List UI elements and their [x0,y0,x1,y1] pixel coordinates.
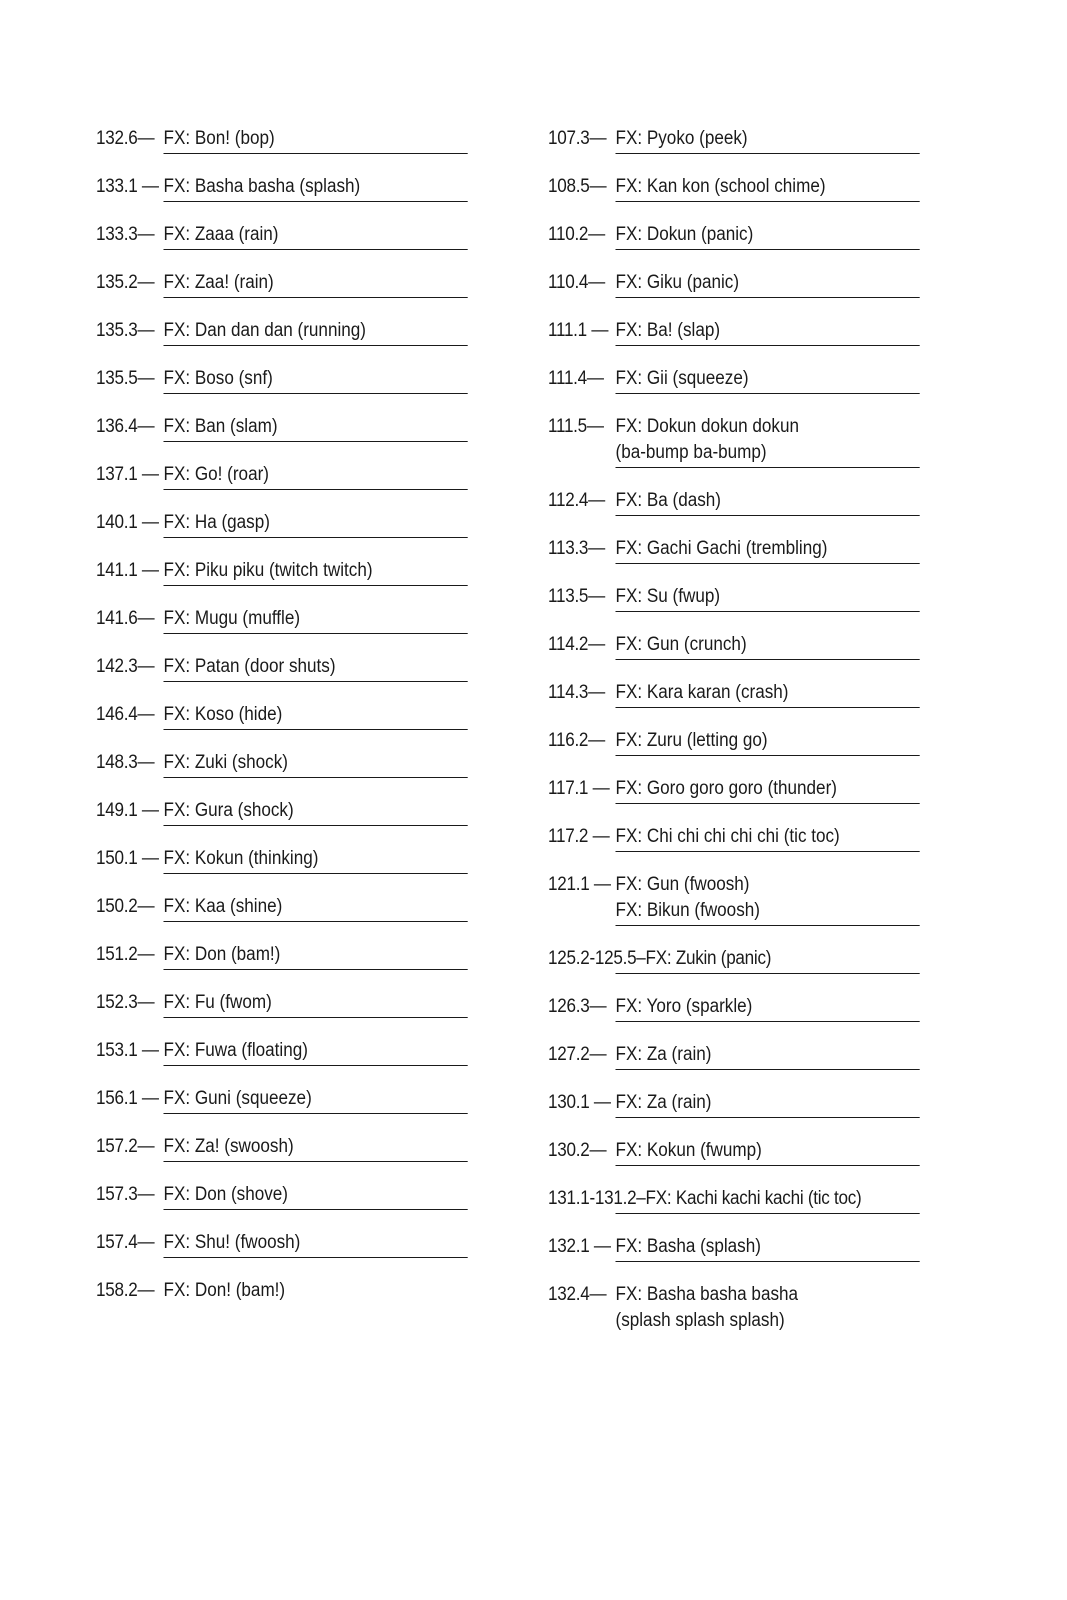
fx-entry-line [548,1138,920,1164]
underline-rule [164,393,468,394]
fx-text: FX: Don (shove) [163,1184,288,1205]
fx-entry-line [96,894,468,920]
fx-text: FX: Ba (dash) [615,490,721,511]
fx-entry-line [548,824,920,850]
fx-text: FX: Ha (gasp) [163,512,270,533]
fx-text: FX: Ba! (slap) [615,320,721,341]
fx-page-ref: 141.6— [96,608,155,629]
fx-entry-line [96,846,468,872]
fx-entry [96,366,468,392]
fx-entry [96,414,468,440]
fx-page-ref: 136.4— [96,416,155,437]
fx-text: FX: Go! (roar) [163,464,269,485]
fx-entry [96,894,468,920]
fx-page-ref: 132.4— [548,1284,607,1305]
underline-rule [616,563,920,564]
fx-text: FX: Basha (splash) [615,1236,761,1257]
fx-entry-line [96,270,468,296]
fx-entry [548,222,920,248]
fx-entry-line [96,798,468,824]
fx-page-ref: 158.2— [96,1280,155,1301]
underline-rule [616,201,920,202]
fx-entry [96,750,468,776]
fx-page-ref: 110.2— [548,224,606,245]
fx-text: FX: Guni (squeeze) [163,1088,312,1109]
fx-page-ref: 130.1 — [548,1092,611,1113]
fx-entry-line [96,750,468,776]
fx-entry-line [548,222,920,248]
underline-rule [616,803,920,804]
fx-entry-line [96,1182,468,1208]
underline-rule [164,681,468,682]
fx-entry-line [96,510,468,536]
underline-rule [616,393,920,394]
fx-entry-line [96,366,468,392]
fx-entry [96,1134,468,1160]
fx-entry-line [96,414,468,440]
fx-entry-line [548,946,920,972]
fx-page-ref: 127.2— [548,1044,607,1065]
fx-entry-line [548,1282,920,1308]
fx-page-ref: 157.2— [96,1136,155,1157]
fx-page-ref: 131.1-131.2–FX: Kachi kachi kachi (tic toc) [548,1188,862,1209]
fx-text-continuation: FX: Bikun (fwoosh) [615,900,760,921]
underline-rule [164,873,468,874]
fx-entry-line [96,654,468,680]
underline-rule [164,921,468,922]
fx-page-ref: 153.1 — [96,1040,159,1061]
fx-entry-line [96,1086,468,1112]
fx-entry-line [548,318,920,344]
underline-rule [616,1117,920,1118]
fx-entry [548,174,920,200]
fx-page-ref: 116.2— [548,730,606,751]
underline-rule [164,489,468,490]
fx-entry [548,1186,920,1212]
fx-entry-line [548,1186,920,1212]
fx-entry-line [548,414,920,440]
fx-text: FX: Kaa (shine) [163,896,283,917]
fx-page-ref: 151.2— [96,944,155,965]
fx-text: FX: Basha basha basha [615,1284,799,1305]
fx-text: FX: Zuki (shock) [163,752,288,773]
fx-entry-line [548,1234,920,1260]
fx-text: FX: Za (rain) [615,1092,712,1113]
fx-page-ref: 152.3— [96,992,155,1013]
fx-page-ref: 107.3— [548,128,607,149]
fx-text: FX: Gun (crunch) [615,634,747,655]
fx-entry [96,654,468,680]
fx-entry [548,414,920,466]
fx-entry-line [548,174,920,200]
fx-entry [96,222,468,248]
fx-entry-line [548,584,920,610]
underline-rule [616,297,920,298]
fx-text: FX: Zaaa (rain) [163,224,279,245]
fx-page-ref: 135.5— [96,368,155,389]
underline-rule [164,1209,468,1210]
fx-text-continuation: (splash splash splash) [615,1310,785,1331]
fx-entry [548,872,920,924]
fx-text: FX: Patan (door shuts) [163,656,336,677]
fx-page-ref: 130.2— [548,1140,607,1161]
left-column [96,126,468,1326]
fx-text: FX: Dokun dokun dokun [615,416,799,437]
fx-entry [548,680,920,706]
fx-page-ref: 137.1 — [96,464,159,485]
fx-page-ref: 113.3— [548,538,606,559]
fx-text: FX: Kara karan (crash) [615,682,789,703]
fx-text: FX: Za! (swoosh) [163,1136,294,1157]
fx-entry-line [96,1038,468,1064]
fx-text: FX: Pyoko (peek) [615,128,748,149]
fx-entry-line [548,994,920,1020]
underline-rule [164,1065,468,1066]
underline-rule [616,755,920,756]
underline-rule [616,1069,920,1070]
fx-entry-line [548,728,920,754]
fx-entry [548,1138,920,1164]
fx-text: FX: Dan dan dan (running) [163,320,366,341]
fx-entry-line [548,680,920,706]
fx-entry [548,946,920,972]
fx-text: FX: Zuru (letting go) [615,730,768,751]
fx-entry [96,942,468,968]
underline-rule [616,973,920,974]
underline-rule [164,297,468,298]
fx-page-ref: 113.5— [548,586,606,607]
fx-page-ref: 149.1 — [96,800,159,821]
fx-text: FX: Goro goro goro (thunder) [615,778,837,799]
fx-entry-line [548,126,920,152]
underline-rule [616,467,920,468]
fx-text: FX: Boso (snf) [163,368,273,389]
underline-rule [164,345,468,346]
fx-entry-line [96,318,468,344]
fx-text: FX: Kokun (fwump) [615,1140,762,1161]
fx-page-ref: 117.2 — [548,826,610,847]
fx-entry [96,1086,468,1112]
fx-text: FX: Mugu (muffle) [163,608,301,629]
underline-rule [616,1165,920,1166]
fx-text: FX: Ban (slam) [163,416,278,437]
underline-rule [164,1113,468,1114]
underline-rule [164,825,468,826]
underline-rule [616,659,920,660]
fx-entry-line [96,1134,468,1160]
fx-entry [548,728,920,754]
fx-page-ref: 117.1 — [548,778,610,799]
fx-entry [96,270,468,296]
fx-entry [96,174,468,200]
fx-entry-line [96,558,468,584]
fx-text: FX: Su (fwup) [615,586,721,607]
fx-entry [96,126,468,152]
fx-entry-line [96,990,468,1016]
fx-entry [548,824,920,850]
fx-text: FX: Zaa! (rain) [163,272,274,293]
fx-page-ref: 133.3— [96,224,155,245]
fx-entry-line [96,1278,468,1304]
fx-page-ref: 111.1 — [548,320,609,341]
fx-page-ref: 135.2— [96,272,155,293]
fx-page-ref: 133.1 — [96,176,159,197]
right-column [548,126,920,1356]
fx-entry [96,798,468,824]
underline-rule [616,611,920,612]
underline-rule [164,729,468,730]
fx-entry-line [96,702,468,728]
fx-entry [96,1278,468,1304]
underline-rule [616,345,920,346]
fx-entry [96,462,468,488]
fx-entry [548,1042,920,1068]
fx-entry-line [548,488,920,514]
fx-page-ref: 108.5— [548,176,607,197]
fx-entry [96,1038,468,1064]
underline-rule [164,441,468,442]
fx-entry-line [548,1090,920,1116]
fx-page-ref: 112.4— [548,490,606,511]
fx-text: FX: Yoro (sparkle) [615,996,753,1017]
fx-text: FX: Fuwa (floating) [163,1040,308,1061]
underline-rule [164,201,468,202]
fx-entry [548,994,920,1020]
fx-entry [548,488,920,514]
fx-entry [548,318,920,344]
underline-rule [616,1021,920,1022]
fx-entry [548,776,920,802]
fx-entry-line [548,270,920,296]
fx-entry [548,126,920,152]
fx-entry-line [96,1230,468,1256]
fx-text: FX: Don (bam!) [163,944,281,965]
underline-rule [164,1017,468,1018]
underline-rule [616,851,920,852]
underline-rule [616,1261,920,1262]
fx-page-ref: 126.3— [548,996,607,1017]
fx-entry [96,606,468,632]
underline-rule [616,153,920,154]
fx-text: FX: Fu (fwom) [163,992,272,1013]
fx-entry-line [96,126,468,152]
underline-rule [616,1213,920,1214]
underline-rule [616,515,920,516]
fx-text: FX: Kokun (thinking) [163,848,319,869]
underline-rule [616,249,920,250]
fx-entry [96,1230,468,1256]
fx-entry [96,318,468,344]
fx-text: FX: Gura (shock) [163,800,294,821]
fx-entry-line [548,536,920,562]
fx-entry [96,1182,468,1208]
fx-page-ref: 132.1 — [548,1236,611,1257]
fx-text-continuation: (ba-bump ba-bump) [615,442,767,463]
fx-text: FX: Za (rain) [615,1044,712,1065]
fx-entry [548,584,920,610]
fx-entry-line [548,1042,920,1068]
fx-text: FX: Gii (squeeze) [615,368,749,389]
underline-rule [164,1161,468,1162]
fx-text: FX: Giku (panic) [615,272,740,293]
fx-entry-line [548,776,920,802]
underline-rule [164,633,468,634]
fx-entry-line [96,606,468,632]
underline-rule [616,925,920,926]
fx-page-ref: 141.1 — [96,560,159,581]
fx-entry [96,702,468,728]
fx-page-ref: 150.2— [96,896,155,917]
fx-text: FX: Koso (hide) [163,704,283,725]
underline-rule [164,585,468,586]
fx-entry [548,366,920,392]
underline-rule [164,969,468,970]
fx-text: FX: Kan kon (school chime) [615,176,826,197]
fx-entry [96,846,468,872]
fx-text: FX: Piku piku (twitch twitch) [163,560,373,581]
fx-page-ref: 140.1 — [96,512,159,533]
fx-page-ref: 111.4— [548,368,604,389]
fx-entry [548,1234,920,1260]
underline-rule [164,1257,468,1258]
fx-entry [548,1282,920,1334]
fx-page-ref: 157.3— [96,1184,155,1205]
fx-entry-line [96,174,468,200]
fx-entry [548,270,920,296]
underline-rule [164,249,468,250]
fx-page-ref: 150.1 — [96,848,159,869]
fx-entry-line [96,462,468,488]
fx-entry-line [548,632,920,658]
fx-entry [96,990,468,1016]
fx-page-ref: 135.3— [96,320,155,341]
fx-entry-line [548,366,920,392]
underline-rule [164,777,468,778]
fx-page-ref: 156.1 — [96,1088,159,1109]
fx-entry-line [96,222,468,248]
fx-page-ref: 132.6— [96,128,155,149]
fx-page-ref: 148.3— [96,752,155,773]
underline-rule [616,707,920,708]
fx-entry [96,510,468,536]
fx-page-ref: 111.5— [548,416,604,437]
fx-text: FX: Gachi Gachi (trembling) [615,538,828,559]
fx-page-ref: 157.4— [96,1232,155,1253]
fx-text: FX: Chi chi chi chi chi (tic toc) [615,826,840,847]
fx-entry-line [96,942,468,968]
fx-page-ref: 110.4— [548,272,606,293]
fx-entry [548,632,920,658]
fx-page-ref: 114.3— [548,682,606,703]
fx-entry [548,536,920,562]
fx-page-ref: 146.4— [96,704,155,725]
fx-page-ref: 121.1 — [548,874,611,895]
fx-text: FX: Gun (fwoosh) [615,874,750,895]
fx-text: FX: Bon! (bop) [163,128,275,149]
fx-text: FX: Basha basha (splash) [163,176,361,197]
fx-text: FX: Shu! (fwoosh) [163,1232,301,1253]
underline-rule [164,153,468,154]
underline-rule [164,537,468,538]
fx-entry [96,558,468,584]
fx-text: FX: Don! (bam!) [163,1280,286,1301]
fx-page-ref: 142.3— [96,656,155,677]
fx-page-ref: 125.2-125.5–FX: Zukin (panic) [548,948,772,969]
fx-entry [548,1090,920,1116]
fx-entry-line [548,872,920,898]
fx-page-ref: 114.2— [548,634,606,655]
fx-text: FX: Dokun (panic) [615,224,754,245]
